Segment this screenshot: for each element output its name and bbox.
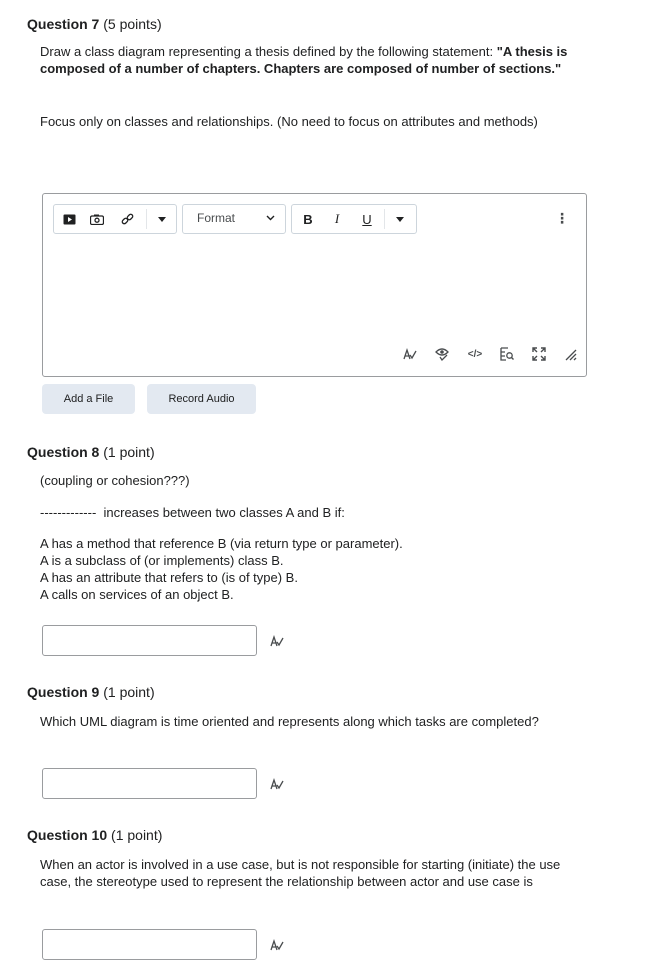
text-style-more-dropdown[interactable] xyxy=(388,205,412,233)
question-7-note: Focus only on classes and relationships. (No need to focus on attributes and methods) xyxy=(40,114,538,129)
add-file-button[interactable]: Add a File xyxy=(42,384,135,414)
question-7-header xyxy=(27,16,162,32)
rich-text-editor[interactable] xyxy=(42,193,587,377)
spellcheck-icon[interactable] xyxy=(270,938,284,952)
question-7-points: (5 points) xyxy=(103,16,162,32)
question-7-prompt-text: Draw a class diagram representing a thesis defined by the following statement: xyxy=(40,44,497,59)
question-10-answer-input[interactable] xyxy=(42,929,257,960)
more-actions-button[interactable]: ⋮ xyxy=(555,210,570,226)
bold-button[interactable]: B xyxy=(303,211,313,227)
question-10-number: Question 10 xyxy=(27,827,108,843)
spellcheck-icon[interactable] xyxy=(401,346,419,362)
question-10-prompt: When an actor is involved in a use case, but is not responsible for starting (initiate) the use case, the stereotype used to represent the relationship between actor and use case is xyxy=(40,857,561,889)
question-8-condition-1: A has a method that reference B (via return type or parameter). xyxy=(40,536,403,551)
spellcheck-icon[interactable] xyxy=(270,777,284,791)
link-icon[interactable] xyxy=(116,205,138,233)
caret-down-icon xyxy=(158,217,166,222)
question-10-header xyxy=(27,827,162,843)
question-8-condition-4: A calls on services of an object B. xyxy=(40,587,234,602)
video-icon[interactable] xyxy=(58,205,80,233)
format-select[interactable] xyxy=(182,204,286,234)
question-8-number: Question 8 xyxy=(27,444,100,460)
fullscreen-icon[interactable] xyxy=(530,346,548,362)
preview-icon[interactable] xyxy=(498,346,516,362)
underline-button[interactable]: U xyxy=(362,211,372,227)
question-8-blank-line: ------------- increases between two classes A and B if: xyxy=(40,505,345,520)
insert-toolbar-group xyxy=(53,204,177,234)
question-9-header xyxy=(27,684,155,700)
camera-icon[interactable] xyxy=(86,205,108,233)
question-10-points: (1 point) xyxy=(111,827,163,843)
question-8-header xyxy=(27,444,155,460)
question-9-answer-input[interactable] xyxy=(42,768,257,799)
question-9-number: Question 9 xyxy=(27,684,100,700)
format-select-label: Format xyxy=(197,211,236,225)
question-7-number: Question 7 xyxy=(27,16,100,32)
spellcheck-icon[interactable] xyxy=(270,634,284,648)
record-audio-button[interactable]: Record Audio xyxy=(147,384,256,414)
question-8-answer-input[interactable] xyxy=(42,625,257,656)
question-8-subtitle: (coupling or cohesion???) xyxy=(40,473,190,488)
question-7-prompt-quote: "A thesis is composed of a number of chapters. Chapters are composed of number of sections." xyxy=(40,44,568,76)
italic-button[interactable]: I xyxy=(334,211,340,226)
resize-handle-icon[interactable] xyxy=(561,346,579,362)
insert-more-dropdown[interactable] xyxy=(150,205,174,233)
question-8-condition-2: A is a subclass of (or implements) class B. xyxy=(40,553,284,568)
chevron-down-icon xyxy=(266,215,275,221)
question-9-prompt: Which UML diagram is time oriented and represents along which tasks are completed? xyxy=(40,714,539,729)
source-code-icon[interactable]: </> xyxy=(467,348,483,360)
question-9-points: (1 point) xyxy=(103,684,155,700)
caret-down-icon xyxy=(396,217,404,222)
question-7-prompt xyxy=(40,43,585,77)
accessibility-checker-icon[interactable] xyxy=(433,346,451,362)
text-style-toolbar-group xyxy=(291,204,417,234)
question-8-points: (1 point) xyxy=(103,444,155,460)
question-8-condition-3: A has an attribute that refers to (is of type) B. xyxy=(40,570,298,585)
